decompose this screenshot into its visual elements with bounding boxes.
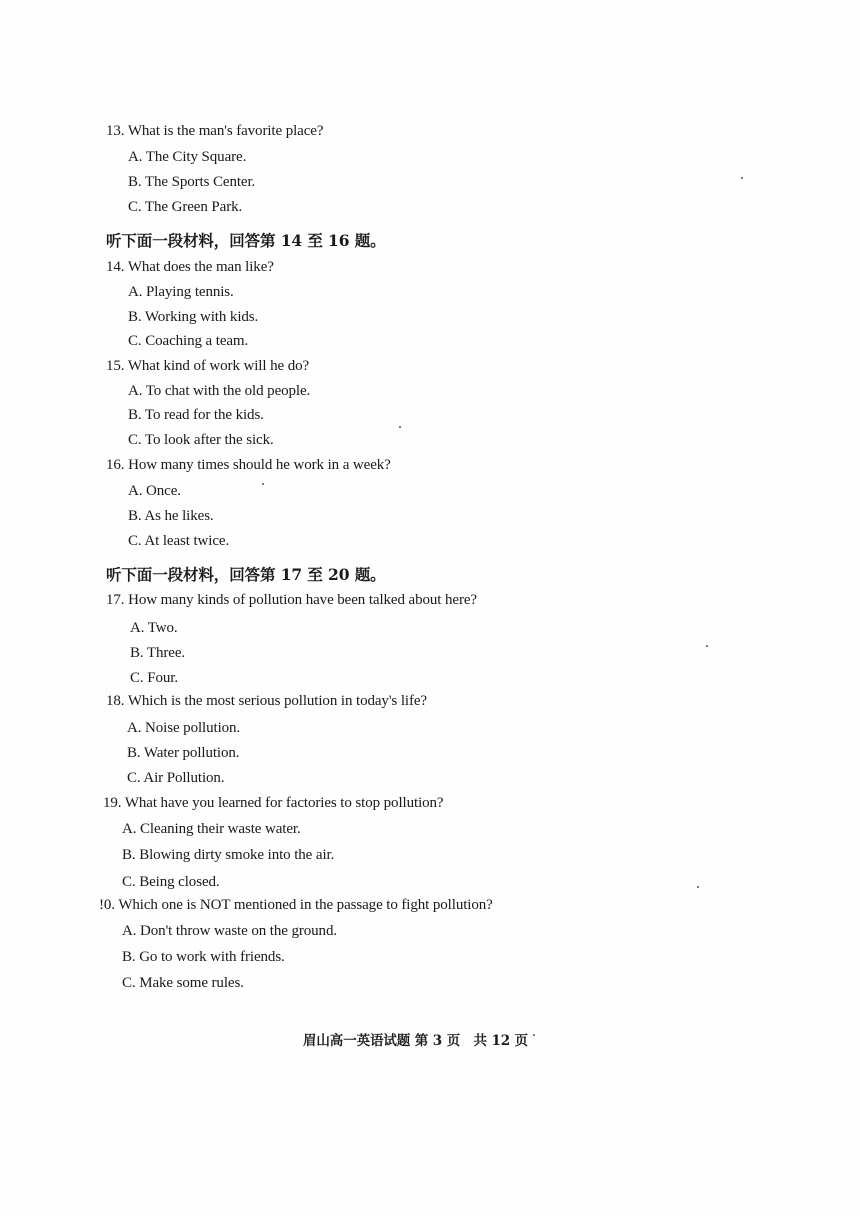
scan-speck <box>262 483 264 485</box>
option-18b: B. Water pollution. <box>127 745 240 761</box>
option-13c: C. The Green Park. <box>128 199 243 215</box>
option-17a: A. Two. <box>130 620 178 636</box>
option-19b: B. Blowing dirty smoke into the air. <box>122 847 335 863</box>
option-15a: A. To chat with the old people. <box>128 383 311 399</box>
option-18c: C. Air Pollution. <box>127 770 225 786</box>
scan-speck <box>741 177 743 179</box>
option-20b: B. Go to work with friends. <box>122 949 285 965</box>
section-heading-17-20: 听下面一段材料，回答第 17 至 20 题。 <box>106 565 386 584</box>
question-19: 19. What have you learned for factories to stop pollution? <box>103 795 444 811</box>
option-16a: A. Once. <box>128 483 181 499</box>
question-20: !0. Which one is NOT mentioned in the passage to fight pollution? <box>99 897 493 913</box>
question-13: 13. What is the man's favorite place? <box>106 123 324 139</box>
option-14b: B. Working with kids. <box>128 309 259 325</box>
question-18: 18. Which is the most serious pollution in today's life? <box>106 693 427 709</box>
section-heading-14-16: 听下面一段材料，回答第 14 至 16 题。 <box>106 231 386 250</box>
option-17c: C. Four. <box>130 670 178 686</box>
page-footer: 眉山高一英语试题 第 3 页 共 12 页 <box>303 1033 529 1049</box>
option-15b: B. To read for the kids. <box>128 407 264 423</box>
question-17: 17. How many kinds of pollution have been talked about here? <box>106 592 477 608</box>
option-14a: A. Playing tennis. <box>128 284 234 300</box>
option-16b: B. As he likes. <box>128 508 214 524</box>
option-17b: B. Three. <box>130 645 186 661</box>
question-15: 15. What kind of work will he do? <box>106 358 310 374</box>
option-14c: C. Coaching a team. <box>128 333 249 349</box>
option-19a: A. Cleaning their waste water. <box>122 821 301 837</box>
question-14: 14. What does the man like? <box>106 259 274 275</box>
option-15c: C. To look after the sick. <box>128 432 274 448</box>
option-18a: A. Noise pollution. <box>127 720 241 736</box>
option-13b: B. The Sports Center. <box>128 174 256 190</box>
scan-speck <box>399 426 401 428</box>
option-20a: A. Don't throw waste on the ground. <box>122 923 338 939</box>
scan-speck <box>706 645 708 647</box>
scan-speck <box>533 1034 535 1036</box>
scan-speck <box>697 886 699 888</box>
option-20c: C. Make some rules. <box>122 975 244 991</box>
option-19c: C. Being closed. <box>122 874 220 890</box>
question-16: 16. How many times should he work in a week? <box>106 457 391 473</box>
option-16c: C. At least twice. <box>128 533 230 549</box>
option-13a: A. The City Square. <box>128 149 247 165</box>
